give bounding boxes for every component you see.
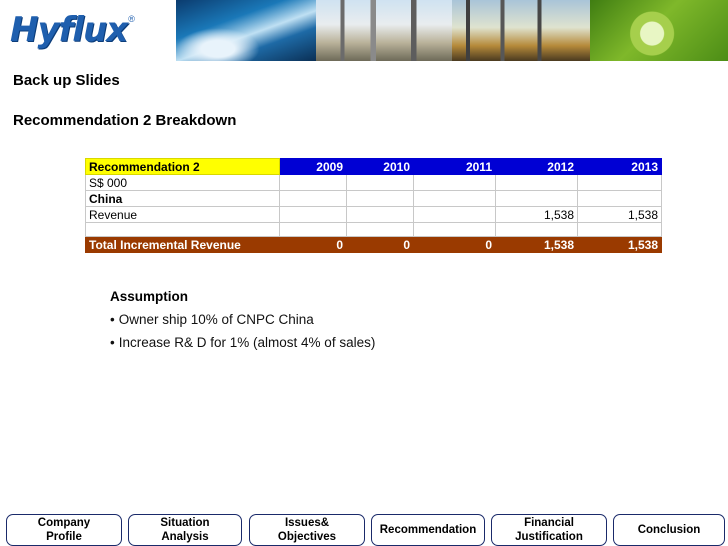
bullet-icon: •: [110, 312, 115, 327]
water-plant-photo: [316, 0, 452, 61]
table-cell: [86, 223, 280, 237]
table-cell: [578, 191, 662, 207]
total-row: [86, 237, 662, 253]
table-cell: [280, 191, 347, 207]
nav-label: Company Profile: [37, 517, 91, 543]
table-cell: [347, 191, 414, 207]
bullet-icon: •: [110, 335, 115, 350]
ocean-wave-photo: [176, 0, 316, 61]
revenue-label-cell: Revenue: [86, 207, 280, 223]
unit-label-cell: S$ 000: [86, 175, 280, 191]
year-header-cell: 2010: [347, 159, 414, 175]
nav-label: Recommendation: [379, 524, 477, 536]
table-cell: [496, 223, 578, 237]
table-cell: [578, 223, 662, 237]
header-banner: [0, 0, 728, 61]
total-cell: 1,538: [578, 237, 662, 253]
banner-photo-strip: [176, 0, 728, 61]
recommendation-table: [85, 158, 661, 253]
table-cell: [496, 191, 578, 207]
page-title: Recommendation 2 Breakdown: [13, 112, 237, 129]
nav-financial-justification-button[interactable]: [491, 514, 607, 546]
nav-recommendation-button[interactable]: [371, 514, 485, 546]
assumptions-title: Assumption: [110, 289, 189, 304]
refinery-photo: [452, 0, 590, 61]
year-header-cell: 2013: [578, 159, 662, 175]
year-header-cell: 2009: [280, 159, 347, 175]
revenue-row: [86, 207, 662, 223]
year-header-cell: 2012: [496, 159, 578, 175]
nav-situation-analysis-button[interactable]: [128, 514, 242, 546]
nav-label: Conclusion: [637, 524, 701, 536]
nav-label: Financial Justification: [515, 517, 583, 543]
revenue-cell: [414, 207, 496, 223]
total-cell: 1,538: [496, 237, 578, 253]
table-row: [86, 223, 662, 237]
nav-issues-objectives-button[interactable]: [249, 514, 365, 546]
table-cell: [414, 223, 496, 237]
table-cell: [414, 175, 496, 191]
logo-wordmark: Hyflux: [10, 10, 128, 50]
table-cell: [280, 175, 347, 191]
revenue-cell: [280, 207, 347, 223]
nav-label: Issues& Objectives: [277, 517, 337, 543]
total-cell: 0: [280, 237, 347, 253]
total-cell: 0: [347, 237, 414, 253]
total-cell: 0: [414, 237, 496, 253]
leaf-droplet-photo: [590, 0, 728, 61]
table-cell: [347, 175, 414, 191]
table-cell: [347, 223, 414, 237]
revenue-cell: 1,538: [496, 207, 578, 223]
total-label-cell: Total Incremental Revenue: [86, 237, 280, 253]
table-title-cell: Recommendation 2: [86, 159, 280, 175]
assumptions-block: [110, 289, 375, 358]
revenue-cell: [347, 207, 414, 223]
assumption-text: Owner ship 10% of CNPC China: [118, 312, 314, 327]
bottom-nav: [0, 514, 728, 546]
registered-mark: ®: [128, 14, 135, 24]
list-item: [110, 312, 375, 327]
assumption-text: Increase R& D for 1% (almost 4% of sales): [118, 335, 376, 350]
nav-company-profile-button[interactable]: [6, 514, 122, 546]
nav-conclusion-button[interactable]: [613, 514, 725, 546]
table-header-row: [86, 159, 662, 175]
region-label-cell: China: [86, 191, 280, 207]
table-cell: [496, 175, 578, 191]
table-cell: [578, 175, 662, 191]
year-header-cell: 2011: [414, 159, 496, 175]
list-item: [110, 335, 375, 350]
table-row: [86, 191, 662, 207]
section-title: Back up Slides: [13, 72, 120, 89]
table-cell: [414, 191, 496, 207]
table-cell: [280, 223, 347, 237]
table-row: [86, 175, 662, 191]
revenue-cell: 1,538: [578, 207, 662, 223]
nav-label: Situation Analysis: [160, 517, 210, 543]
hyflux-logo[interactable]: [10, 10, 135, 50]
